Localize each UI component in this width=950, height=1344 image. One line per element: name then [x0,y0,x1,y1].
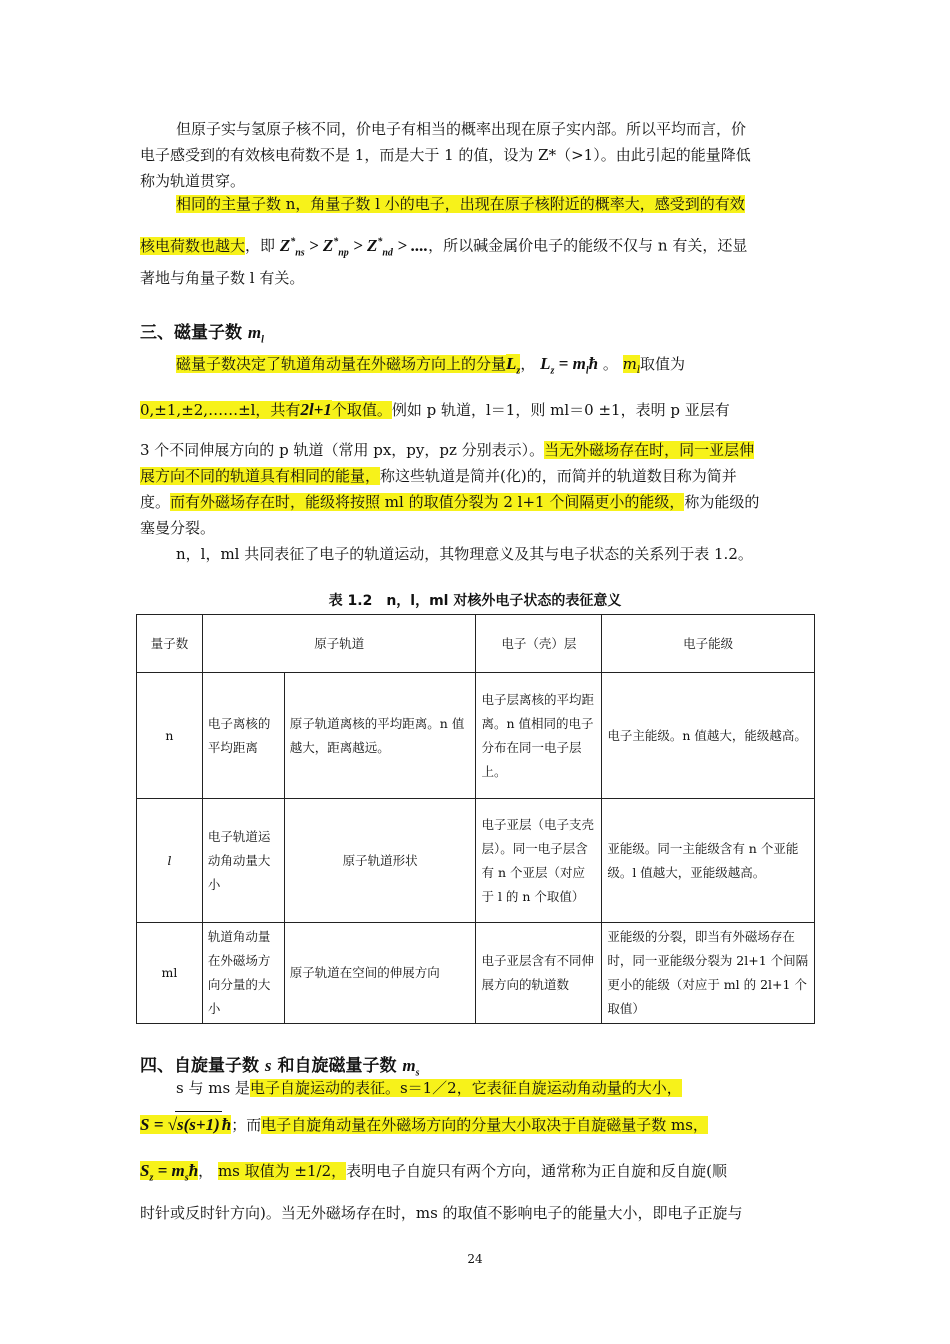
table-cell: 电子层离核的平均距离。n 值相同的电子分布在同一电子层上。 [476,673,602,799]
sec3-line5 [140,489,812,515]
para2-line3: 著地与角量子数 l 有关。 [140,269,305,287]
text: 表明电子自旋只有两个方向，通常称为正自旋和反自旋(顺 [346,1162,727,1180]
table-cell: 电子亚层含有不同伸展方向的轨道数 [476,923,602,1024]
sec3-line7: n，l，ml 共同表征了电子的轨道运动，其物理意义及其与电子状态的关系列于表 1.2。 [176,545,753,563]
header-cell: 原子轨道 [202,615,476,673]
table-row [137,923,815,1024]
highlight: 电子自旋角动量在外磁场方向的分量大小取决于自旋磁量子数 ms， [261,1116,708,1134]
Lz-symbol: $L_z$ [506,354,521,377]
Lz-equation: $L_z$ = $m_lħ$ [540,354,599,377]
sec4-line1 [140,1075,812,1101]
table-cell: 电子主能级。n 值越大，能级越高。 [602,673,815,799]
table-caption: 表 1.2 n，l，ml 对核外电子状态的表征意义 [328,593,622,609]
table-row [137,799,815,923]
ml-symbol: $m_l$ [622,355,641,376]
highlight: 展方向不同的轨道具有相同的能量， [140,467,381,485]
table-cell: 原子轨道离核的平均距离。n 值越大，距离越远。 [284,673,476,799]
table-cell: 亚能级的分裂，即当有外磁场存在时，同一亚能级分裂为 2l+1 个间隔更小的能级（对应于 ml 的 2l+1 个取值） [602,923,815,1024]
table-cell: 轨道角动量在外磁场方向分量的大小 [202,923,284,1024]
text: s 与 ms 是 [176,1079,250,1097]
text: 称这些轨道是简并(化)的，而简并的轨道数目称为简并 [380,467,737,485]
para2-line1 [140,191,812,217]
header-cell: 电子（壳）层 [476,615,602,673]
table-cell: 亚能级。同一主能级含有 n 个亚能级。l 值越大，亚能级越高。 [602,799,815,923]
text: 度。 [140,493,171,511]
sec3-line3 [140,437,812,463]
sec3-line4 [140,463,812,489]
header-cell: 量子数 [137,615,203,673]
text: ；而 [231,1116,262,1134]
table-cell: 电子轨道运动角动量大小 [202,799,284,923]
text: 例如 p 轨道，l＝1，则 ml＝0 ±1，表明 p 亚层有 [391,401,730,419]
table-cell: 电子离核的平均距离 [202,673,284,799]
count-2l1: 2l+1 [300,400,332,419]
text: 称为能级的 [684,493,760,511]
sec3-line2 [140,397,812,423]
highlight: 当无外磁场存在时，同一亚层伸 [544,441,755,459]
text: ，即 [245,236,276,255]
text: 3 个不同伸展方向的 p 轨道（常用 px，py，pz 分别表示）。 [140,441,545,459]
table-cell: 电子亚层（电子支壳层）。同一电子层含有 n 个亚层（对应于 l 的 n 个取值） [476,799,602,923]
table-cell: n [137,673,203,799]
highlight: 感受到的有效 [654,195,745,213]
highlight: 相同的主量子数 n，角量子数 l 小的电子，出现在原子核附近的概率大， [176,195,655,213]
highlight: 电子自旋运动的表征。s＝1／2，它表征自旋运动角动量的大小， [249,1079,682,1097]
sec4-line2 [140,1111,812,1138]
highlight: 个取值。 [331,401,392,419]
header-cell: 电子能级 [602,615,815,673]
table-header-row [137,615,815,673]
para2-line2 [140,229,812,259]
sec4-line3: $S_z$ = $m_sħ$， ms 取值为 ±1/2，表明电子自旋只有两个方向，通常称为正自旋和反自旋(顺 [140,1161,727,1184]
quantum-number-table [136,614,815,1024]
table-cell: 原子轨道在空间的伸展方向 [284,923,476,1024]
table-cell: l [137,799,203,923]
section3-heading: 三、磁量子数 $m_l$ [140,323,264,346]
highlight: 核电荷数也越大 [140,236,246,255]
sec4-line4: 时针或反时针方向)。当无外磁场存在时，ms 的取值不影响电子的能量大小，即电子正旋与 [140,1204,743,1222]
text: ，所以碱金属价电子的能级不仅与 n 有关，还显 [428,236,748,255]
highlight: 而有外磁场存在时，能级将按照 ml 的取值分裂为 2 l+1 个间隔更小的能级， [170,493,685,511]
para1-line1: 但原子实与氢原子核不同，价电子有相当的概率出现在原子实内部。所以平均而言，价 [176,120,747,138]
para1-line2: 电子感受到的有效核电荷数不是 1，而是大于 1 的值，设为 Z*（>1）。由此引起的能量降低 [140,146,751,164]
highlight: 磁量子数决定了轨道角动量在外磁场方向上的分量 [176,355,507,373]
table-row [137,673,815,799]
sec3-line6: 塞曼分裂。 [140,519,216,537]
effective-charge-formula: $Z^*_{ns} > Z^*_{np} > Z^*_{nd}$ > .... [279,235,429,259]
section4-heading: 四、自旋量子数 s 和自旋磁量子数 $m_s$ [140,1056,420,1079]
page-number: 24 [467,1252,483,1266]
highlight: 0,±1,±2,……±l，共有 [140,401,301,419]
text: 取值为 [640,355,686,373]
Sz-equation: $S_z$ = $m_sħ$ [140,1161,199,1184]
para1-line3: 称为轨道贯穿。 [140,172,246,190]
table-cell: 原子轨道形状 [284,799,476,923]
highlight: ms 取值为 ±1/2， [217,1162,347,1180]
sec3-line1: 磁量子数决定了轨道角动量在外磁场方向上的分量$L_z$， $L_z$ = $m_lħ$ 。 $m_l$取值为 [176,354,686,377]
S-equation: S = √s(s+1) ħ [140,1115,231,1134]
table-cell: ml [137,923,203,1024]
